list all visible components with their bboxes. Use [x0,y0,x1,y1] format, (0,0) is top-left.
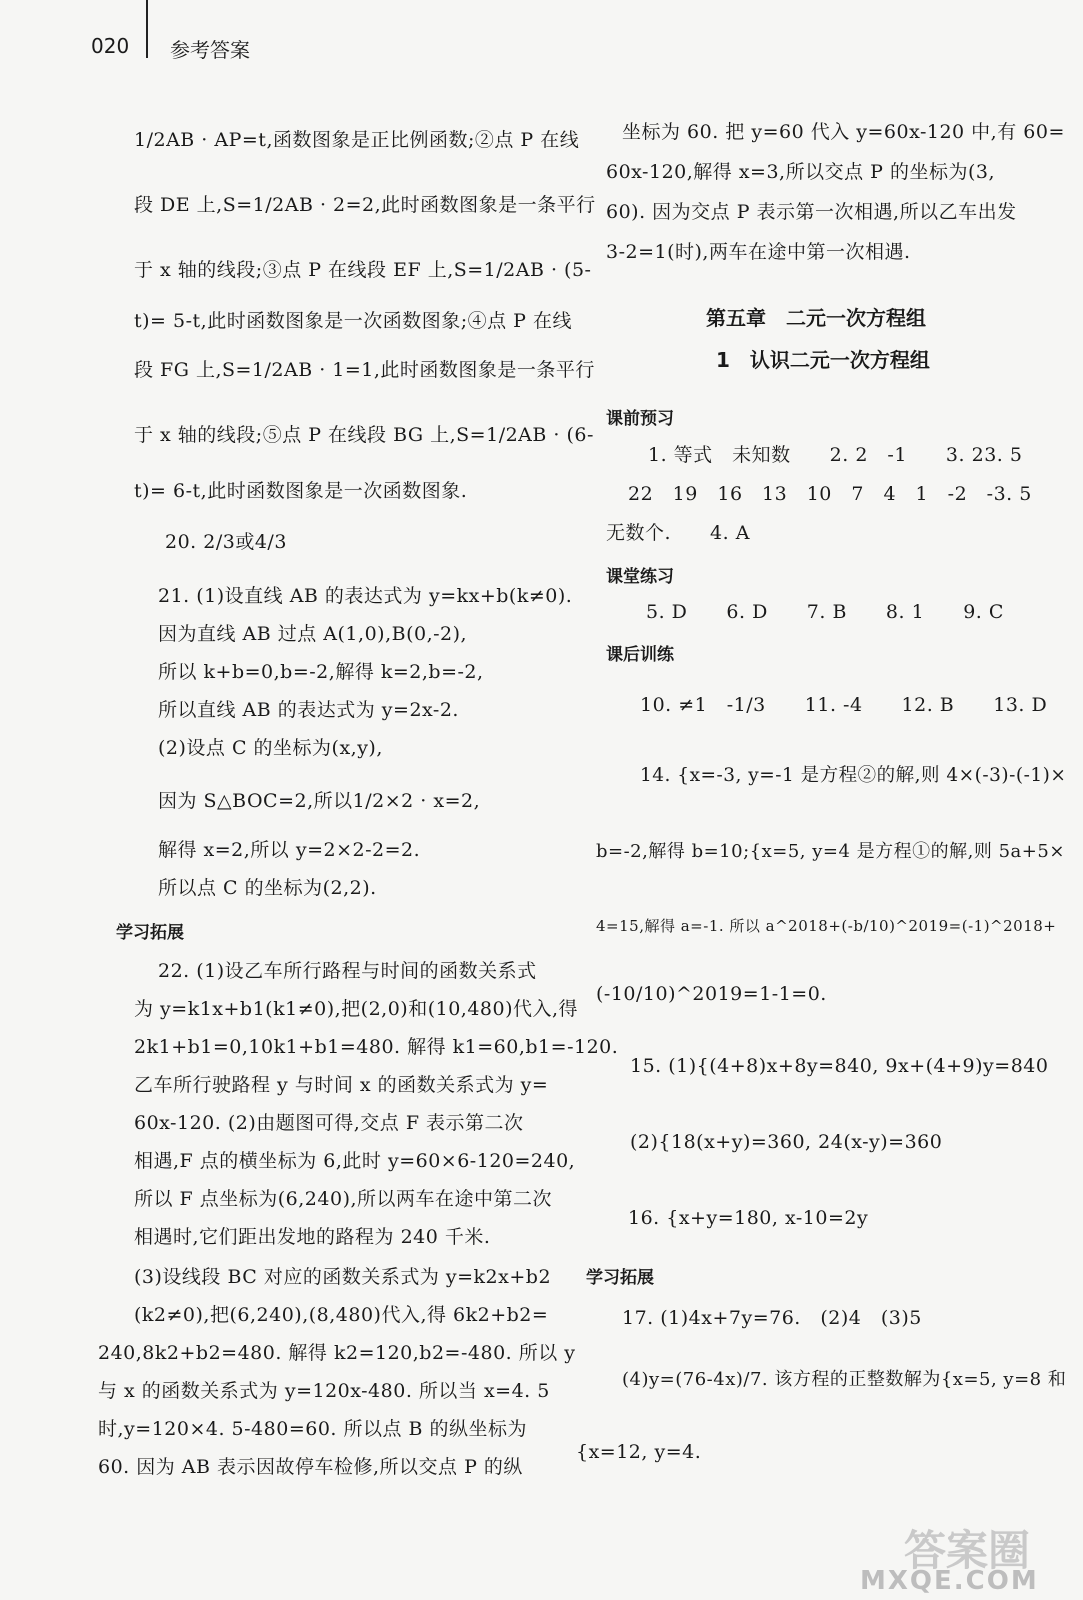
left-line: 21. (1)设直线 AB 的表达式为 y=kx+b(k≠0). [158,585,573,607]
left-line: 22. (1)设乙车所行路程与时间的函数关系式 [158,960,537,982]
right-line: (-10/10)^2019=1-1=0. [596,983,827,1005]
right-line: 4=15,解得 a=-1. 所以 a^2018+(-b/10)^2019=(-1)^2018+ [596,917,1057,935]
chapter-title: 第五章 二元一次方程组 [706,306,926,330]
section-heading: 课堂练习 [606,567,674,587]
left-line: (k2≠0),把(6,240),(8,480)代入,得 6k2+b2= [134,1304,549,1326]
right-line: 10. ≠1 -1/3 11. -4 12. B 13. D [640,694,1048,716]
left-line: 时,y=120×4. 5-480=60. 所以点 B 的纵坐标为 [98,1418,528,1440]
lesson-title: 1 认识二元一次方程组 [716,348,930,372]
section-heading: 学习拓展 [586,1268,654,1288]
right-line: 无数个. 4. A [606,522,750,544]
left-line: 因为直线 AB 过点 A(1,0),B(0,-2), [158,623,468,645]
right-line: 5. D 6. D 7. B 8. 1 9. C [646,601,1004,623]
left-line: (2)设点 C 的坐标为(x,y), [158,737,383,759]
left-line: (3)设线段 BC 对应的函数关系式为 y=k2x+b2 [134,1266,552,1288]
left-line: 所以点 C 的坐标为(2,2). [158,877,377,899]
left-line: t)= 6-t,此时函数图象是一次函数图象. [134,480,468,502]
right-line: (2){18(x+y)=360, 24(x-y)=360 [630,1131,943,1153]
left-line: 1/2AB · AP=t,函数图象是正比例函数;②点 P 在线 [134,129,580,151]
right-line: {x=12, y=4. [576,1441,702,1463]
left-line: 为 y=k1x+b1(k1≠0),把(2,0)和(10,480)代入,得 [134,998,579,1020]
right-line: 22 19 16 13 10 7 4 1 -2 -3. 5 [628,483,1032,505]
left-line: 段 FG 上,S=1/2AB · 1=1,此时函数图象是一条平行 [134,359,595,381]
left-line: 60x-120. (2)由题图可得,交点 F 表示第二次 [134,1112,524,1134]
right-line: 14. {x=-3, y=-1 是方程②的解,则 4×(-3)-(-1)× [640,765,1067,786]
section-heading: 课后训练 [606,645,674,665]
right-line: 16. {x+y=180, x-10=2y [628,1207,869,1229]
left-line: t)= 5-t,此时函数图象是一次函数图象;④点 P 在线 [134,310,572,332]
left-line: 于 x 轴的线段;③点 P 在线段 EF 上,S=1/2AB · (5- [134,259,592,281]
right-line: 1. 等式 未知数 2. 2 -1 3. 23. 5 [648,444,1023,466]
left-line: 乙车所行驶路程 y 与时间 x 的函数关系式为 y= [134,1074,549,1096]
right-line: (4)y=(76-4x)/7. 该方程的正整数解为{x=5, y=8 和 [622,1369,1067,1390]
section-heading: 学习拓展 [116,923,184,943]
right-line: 坐标为 60. 把 y=60 代入 y=60x-120 中,有 60= [622,121,1065,143]
right-line: b=-2,解得 b=10;{x=5, y=4 是方程①的解,则 5a+5× [596,841,1065,862]
left-line: 所以 F 点坐标为(6,240),所以两车在途中第二次 [134,1188,553,1210]
left-line: 2k1+b1=0,10k1+b1=480. 解得 k1=60,b1=-120. [134,1036,619,1058]
section-heading: 课前预习 [606,409,674,429]
left-line: 解得 x=2,所以 y=2×2-2=2. [158,839,421,861]
right-line: 15. (1){(4+8)x+8y=840, 9x+(4+9)y=840 [630,1055,1049,1077]
left-line: 相遇,F 点的横坐标为 6,此时 y=60×6-120=240, [134,1150,576,1172]
left-line: 240,8k2+b2=480. 解得 k2=120,b2=-480. 所以 y [98,1342,576,1364]
header-divider [146,0,148,58]
right-line: 60x-120,解得 x=3,所以交点 P 的坐标为(3, [606,161,995,183]
left-line: 相遇时,它们距出发地的路程为 240 千米. [134,1226,491,1248]
page-number: 020 [91,34,130,58]
right-line: 3-2=1(时),两车在途中第一次相遇. [606,241,911,263]
left-line: 所以直线 AB 的表达式为 y=2x-2. [158,699,459,721]
right-line: 60). 因为交点 P 表示第一次相遇,所以乙车出发 [606,201,1017,223]
left-line: 于 x 轴的线段;⑤点 P 在线段 BG 上,S=1/2AB · (6- [134,424,594,446]
watermark-site: MXQE.COM [860,1566,1039,1596]
left-line: 20. 2/3或4/3 [165,531,287,553]
left-line: 因为 S△BOC=2,所以1/2×2 · x=2, [158,790,481,812]
left-line: 所以 k+b=0,b=-2,解得 k=2,b=-2, [158,661,484,683]
left-line: 段 DE 上,S=1/2AB · 2=2,此时函数图象是一条平行 [134,194,596,216]
header-title: 参考答案 [170,38,250,62]
left-line: 与 x 的函数关系式为 y=120x-480. 所以当 x=4. 5 [98,1380,550,1402]
right-line: 17. (1)4x+7y=76. (2)4 (3)5 [622,1307,922,1329]
left-line: 60. 因为 AB 表示因故停车检修,所以交点 P 的纵 [98,1456,523,1478]
watermark-brand: 答案圈 [904,1526,1031,1575]
